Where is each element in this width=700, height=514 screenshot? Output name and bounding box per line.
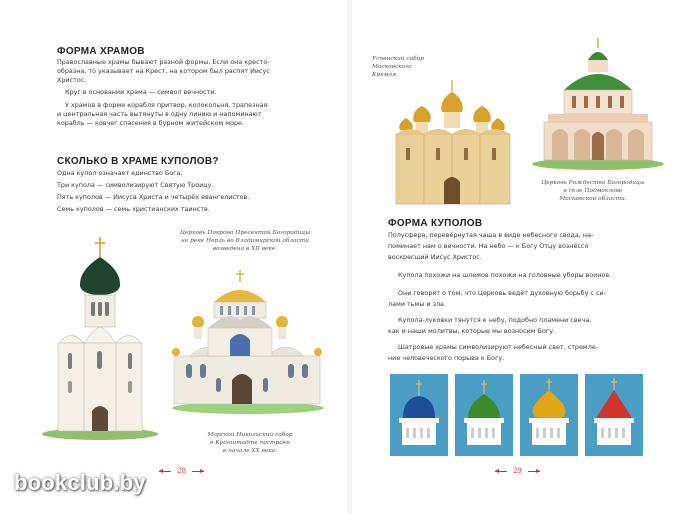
caption-nativity-line-2: в селе Подмоклово <box>563 188 623 194</box>
domes-count-line-3: Пять куполов — Иисуса Христа и четырёх евангелистов. <box>57 193 250 201</box>
caption-nativity-line-3: Московской области. <box>559 196 627 202</box>
page-number-right-value: 29 <box>513 467 522 475</box>
dome-card-helmet <box>455 374 513 456</box>
dome-forms-line-9: Шатровые храмы символизируют небесный свет, стремле- <box>398 343 599 351</box>
caption-pokrov-line-1: Церковь Покрова Пресвятой Богородицы <box>179 230 311 236</box>
caption-kronstadt-line-1: Морской Никольский собор <box>207 432 293 438</box>
kronstadt-cathedral-illustration <box>168 268 326 418</box>
arrow-right-icon <box>192 471 204 472</box>
heading-dome-forms: ФОРМА КУПОЛОВ <box>388 218 483 229</box>
hemisphere-dome-icon <box>390 374 448 456</box>
watermark: bookclub.by <box>14 470 146 495</box>
temple-forms-line-5: У храмов в форме корабля притвор, колокольня, трапезная <box>65 101 268 109</box>
uspensky-cathedral-illustration <box>392 78 514 208</box>
domes-count-line-2: Три купола — символизируют Святую Троицу. <box>57 181 214 189</box>
pokrov-church-illustration <box>40 233 165 443</box>
dome-card-tent <box>585 374 643 456</box>
caption-pokrov-line-3: возведена в XII веке. <box>212 246 278 252</box>
dome-forms-line-3: воскресший Иисус Христос. <box>388 253 482 261</box>
dome-forms-line-8: как и наши молитвы, которые мы возносим Богу. <box>388 327 556 335</box>
dome-forms-line-1: Полусфера, перевёрнутая чаша в виде небесного свода, на- <box>388 231 594 239</box>
page-number-left <box>159 467 204 475</box>
temple-forms-line-1: Православные храмы бывают разной формы. Если она кресто- <box>57 58 270 66</box>
heading-temple-forms: ФОРМА ХРАМОВ <box>57 46 145 57</box>
caption-kronstadt-line-3: в начале XX века. <box>222 448 278 454</box>
tent-dome-icon <box>585 374 643 456</box>
caption-uspensky-line-1: Успенский собор <box>372 56 424 62</box>
caption-uspensky-line-2: Московского <box>372 64 412 70</box>
onion-dome-icon <box>520 374 578 456</box>
dome-card-onion <box>520 374 578 456</box>
heading-domes-count: СКОЛЬКО В ХРАМЕ КУПОЛОВ? <box>57 156 219 167</box>
dome-forms-line-5: Они говорят о том, что Церковь ведёт духовную борьбу с си- <box>398 289 606 297</box>
page-number-right <box>495 467 540 475</box>
temple-forms-line-3: Христос. <box>57 76 87 84</box>
dome-card-hemisphere <box>390 374 448 456</box>
right-page <box>350 0 700 514</box>
dome-forms-line-10: ние человеческого порыва к Богу. <box>388 354 505 362</box>
dome-forms-line-2: поминает нам о вечности. На небо — к Богу Отцу вознёсся <box>388 242 589 250</box>
nativity-church-illustration <box>530 38 666 170</box>
page-number-left-value: 28 <box>177 467 186 475</box>
arrow-left-icon <box>495 471 507 472</box>
domes-count-line-4: Семь куполов — семь христианских таинств. <box>57 205 210 213</box>
dome-forms-line-7: Купола-луковки тянутся к небу, подобно пламени свеча, <box>398 316 592 324</box>
caption-nativity-line-1: Церковь Рождества Богородицы <box>541 180 645 186</box>
caption-uspensky-line-3: Кремля. <box>372 72 398 78</box>
temple-forms-line-6: и центральная часть вытянуты в одну линию и напоминают <box>57 110 262 118</box>
arrow-right-icon <box>528 471 540 472</box>
dome-forms-line-4: Купола похожи на шлемов похожи на головные уборы воинов. <box>398 271 612 279</box>
arrow-left-icon <box>159 471 171 472</box>
caption-kronstadt-line-2: в Кронштадте построен <box>209 440 291 446</box>
dome-forms-line-6: лами тьмы и зла. <box>388 300 447 308</box>
temple-forms-line-2: образна, то указывает на Крест, на котором был распят Иисус <box>57 67 270 75</box>
domes-count-line-1: Одна купол означает единство Бога. <box>57 169 183 177</box>
temple-forms-line-4: Круг в основании храма — символ вечности. <box>65 88 217 96</box>
caption-pokrov-line-2: на реке Нерль во Владимирской области <box>180 238 310 244</box>
helmet-dome-icon <box>455 374 513 456</box>
temple-forms-line-7: корабль — ковчег спасения в бурном житейском море. <box>57 119 245 127</box>
